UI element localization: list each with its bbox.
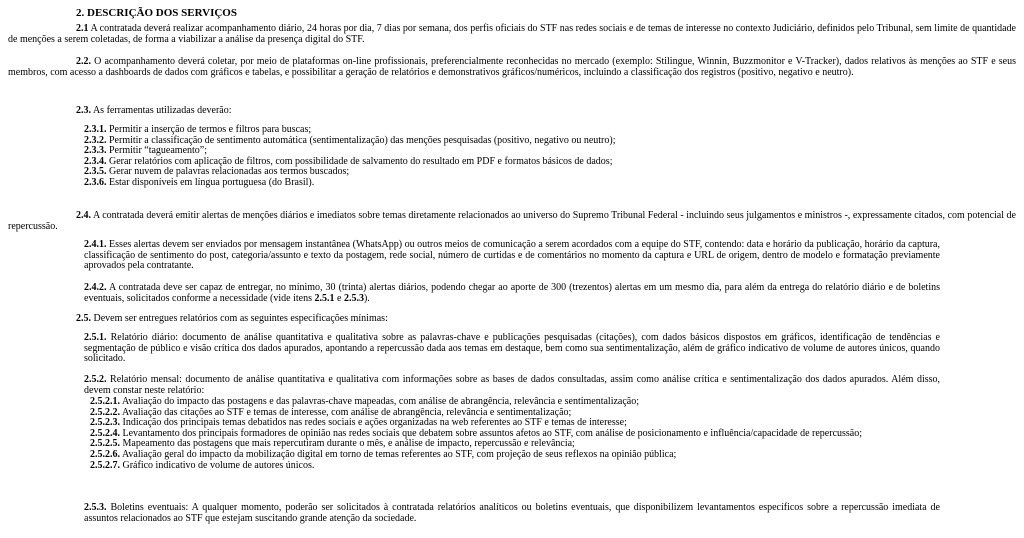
paragraph-text: Relatório mensal: documento de análise quantitativa e qualitativa com informações sobre as bases de dados consultadas, assim como análise crítica e sentimentalização dos dados apurados. Além disso, devem constar neste relatório:: [84, 374, 941, 396]
item-text: Indicação dos principais temas debatidos nas redes sociais e ações organizadas na web referentes ao STF e temas de interesse;: [122, 417, 627, 429]
paragraph-2-4-1: [84, 240, 940, 272]
item-number: 2.5.2.2.: [90, 406, 120, 418]
item-text: Avaliação geral do impacto da mobilização digital em torno de temas referentes ao STF, com projeção de seus reflexos na opinião pública;: [121, 448, 677, 460]
item-text: Permitir a classificação de sentimento automática (sentimentalização) das menções pesquisadas (positivo, negativo ou neutro);: [109, 134, 616, 146]
list-item: [84, 178, 940, 189]
item-text: Estar disponíveis em língua portuguesa (do Brasil).: [109, 176, 315, 188]
item-number: 2.3.4.: [84, 155, 107, 167]
item-number: 2.3.2.: [84, 134, 107, 146]
item-text: Gerar relatórios com aplicação de filtros, com possibilidade de salvamento do resultado em PDF e formatos básicos de dados;: [109, 155, 613, 167]
item-number: 2.4.2.: [84, 282, 107, 293]
item-text: Avaliação das citações ao STF e temas de interesse, com análise de abrangência, relevância e sentimentalização;: [121, 406, 572, 418]
item-number: 2.5.2.7.: [90, 459, 120, 471]
item-number: 2.5.: [76, 313, 91, 324]
paragraph-text: Devem ser entregues relatórios com as seguintes especificações mínimas:: [93, 313, 388, 324]
item-number: 2.4.: [76, 210, 91, 221]
item-number: 2.4.1.: [84, 239, 107, 250]
paragraph-text: Relatório diário: documento de análise quantitativa e qualitativa sobre as palavras-chave e publicações pesquisadas (citações), com dados básicos dispostos em gráficos, identificação de tendências e segmentação de público e visão crítica dos dados apurados, apontando a repercussão dada aos temas em destaque, bem como sua sentimentalização, além de gráfico indicativo de volume de autores únicos, quando solicitado.: [84, 332, 941, 365]
item-text: Mapeamento das postagens que mais repercutiram durante o mês, e análise de impacto, repercussão e relevância;: [122, 438, 575, 450]
paragraph-text: e: [334, 292, 344, 304]
list-item: [84, 136, 940, 147]
paragraph-text: A contratada deve ser capaz de entregar, no mínimo, 30 (trinta) alertas diários, podendo chegar ao aporte de 300 (trezentos) alertas em um mesmo dia, para além da entrega do relatório diário e de boletins eventuais, solicitados conforme a necessidade (vide itens: [84, 282, 941, 304]
item-number: 2.5.2.6.: [90, 448, 120, 460]
item-number: 2.5.1.: [84, 332, 107, 343]
paragraph-2-5: [76, 314, 388, 325]
paragraph-2-2: [8, 57, 1016, 78]
item-number: 2.3.3.: [84, 145, 107, 157]
paragraph-2-4-2: [84, 283, 940, 304]
paragraph-2-1: [8, 24, 1016, 45]
item-number: 2.2.: [76, 56, 91, 67]
paragraph-2-5-1: [84, 333, 940, 365]
item-number: 2.5.2.3.: [90, 417, 120, 429]
item-number: 2.1: [76, 23, 89, 34]
paragraph-text: Esses alertas devem ser enviados por mensagem instantânea (WhatsApp) ou outros meios de comunicação a serem acordados com a equipe do STF, contendo: data e horário da publicação, horário da captura, classificação de sentimento do post, categoria/assunto e texto da postagem, rede social, número de curtidas e de comentários no momento da captura e URL de origem, dentro de modelo e formatação previamente aprovados pela contratante.: [84, 239, 940, 272]
item-text: Permitir “tagueamento”;: [109, 145, 208, 157]
item-text: Gerar nuvem de palavras relacionadas aos termos buscados;: [109, 166, 350, 178]
paragraph-2-3: [76, 106, 232, 117]
item-text: Gráfico indicativo de volume de autores únicos.: [122, 459, 315, 471]
item-text: Avaliação do impacto das postagens e das palavras-chave mapeadas, com análise de abrangência, relevância e sentimentalização;: [121, 396, 640, 407]
paragraph-text: A contratada deverá emitir alertas de menções diários e imediatos sobre temas diretamente relacionados ao universo do Supremo Tribunal Federal - incluindo seus julgamentos e ministros -, expressamente citados, com potencial de repercussão.: [8, 210, 1016, 232]
paragraph-text: Boletins eventuais: A qualquer momento, poderão ser solicitados à contratada relatórios analíticos ou boletins eventuais, que disponibilizem levantamentos específicos sobre a repercussão imediata de assuntos relacionados ao STF que estejam suscitando grande atenção da sociedade.: [84, 502, 940, 524]
item-number: 2.3.: [76, 105, 91, 116]
item-text: Permitir a inserção de termos e filtros para buscas;: [109, 124, 312, 135]
item-number: 2.3.5.: [84, 166, 107, 178]
paragraph-2-5-2: [84, 375, 940, 396]
item-number: 2.5.2.: [84, 374, 107, 385]
paragraph-2-5-3: [84, 503, 940, 524]
paragraph-text: ).: [363, 292, 370, 304]
item-number: 2.5.2.1.: [90, 396, 120, 407]
paragraph-text: O acompanhamento deverá coletar, por meio de plataformas on-line profissionais, preferencialmente reconhecidas no mercado (exemplo: Stilingue, Winnin, Buzzmonitor e V-Tracker), dados relativos às menções ao STF e seus membros, com acesso a dashboards de dados com gráficos e tabelas, e possibilitar a geração de relatórios e demonstrativos gráficos/numéricos, incluindo a classificação dos registros (positivo, negativo e neutro).: [8, 56, 1016, 78]
item-number: 2.5.3.: [84, 502, 107, 513]
item-reference: 2.5.1: [314, 292, 335, 304]
item-number: 2.3.6.: [84, 176, 107, 188]
paragraph-text: As ferramentas utilizadas deverão:: [92, 105, 232, 116]
tools-list: [84, 125, 940, 189]
item-text: Levantamento dos principais formadores de opinião nas redes sociais que debatem sobre assuntos afetos ao STF, com análise de posicionamento e influência/capacidade de repercussão;: [122, 427, 863, 439]
paragraph-2-4: [8, 211, 1016, 232]
section-title: 2. DESCRIÇÃO DOS SERVIÇOS: [76, 7, 237, 19]
item-number: 2.5.2.5.: [90, 438, 120, 450]
item-reference: 2.5.3: [343, 292, 364, 304]
monthly-report-list: [84, 397, 940, 471]
list-item: [90, 461, 940, 472]
item-number: 2.3.1.: [84, 124, 107, 135]
item-number: 2.5.2.4.: [90, 427, 120, 439]
paragraph-text: A contratada deverá realizar acompanhamento diário, 24 horas por dia, 7 dias por semana, dos perfis oficiais do STF nas redes sociais e de temas de interesse no contexto Judiciário, definidos pelo Tribunal, sem limite de quantidade de menções a serem coletadas, de forma a viabilizar a análise da presença digital do STF.: [8, 23, 1016, 45]
